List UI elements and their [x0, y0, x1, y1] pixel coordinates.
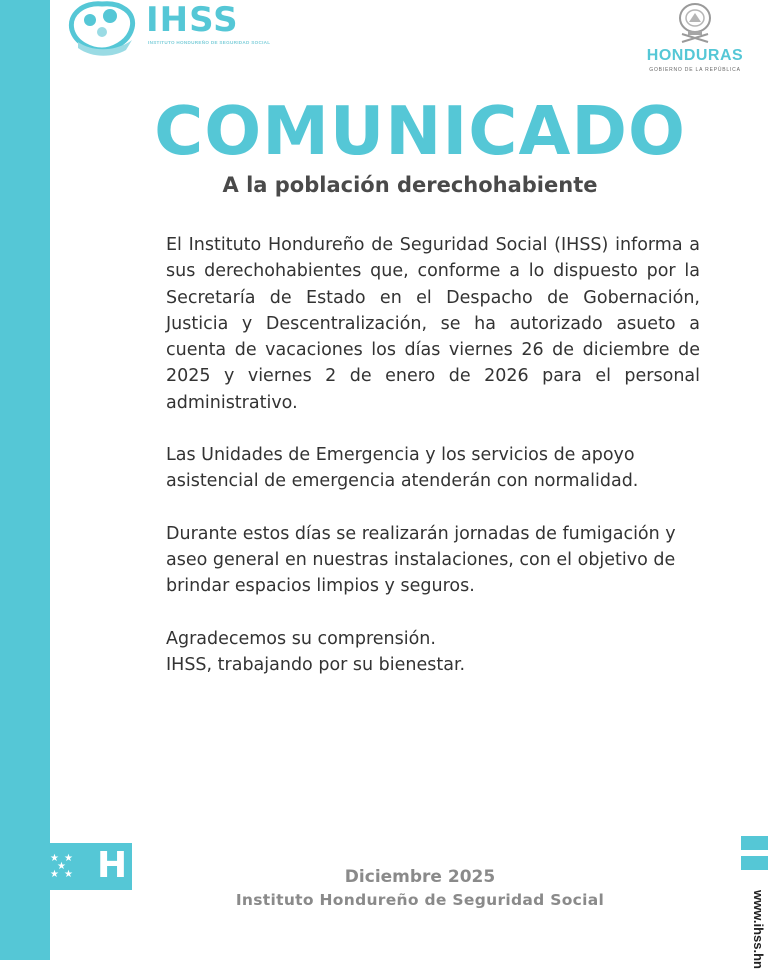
ihss-subtitle: INSTITUTO HONDUREÑO DE SEGURIDAD SOCIAL: [148, 40, 271, 45]
gov-name: HONDURAS: [646, 47, 744, 64]
ihss-name: IHSS: [146, 0, 239, 40]
honduras-coat-of-arms-icon: [674, 0, 716, 44]
honduras-government-logo: [636, 0, 754, 80]
paragraph-fumigation: Durante estos días se realizarán jornadas de fumigación y aseo general en nuestras instalaciones, con el objetivo de brindar espacios limpios y seguros.: [166, 523, 676, 597]
page-subtitle: A la población derechohabiente: [222, 173, 598, 197]
left-accent-bar: [0, 0, 50, 960]
paragraph-emergency: Las Unidades de Emergencia y los servicios de apoyo asistencial de emergencia atenderán con normalidad.: [166, 445, 639, 492]
closing-line-motto: IHSS, trabajando por su bienestar.: [166, 654, 466, 675]
ihss-logo: [66, 0, 271, 56]
right-stripe-bottom: [741, 856, 768, 870]
website-url[interactable]: www.ihss.hn: [751, 890, 766, 969]
footer-date: Diciembre 2025: [344, 867, 496, 887]
family-hands-logo-icon: [66, 0, 142, 56]
gov-subtitle: GOBIERNO DE LA REPÚBLICA: [649, 67, 741, 73]
footer-organization: Instituto Hondureño de Seguridad Social: [235, 891, 605, 909]
badge-letter: H: [97, 845, 128, 886]
closing-line-thanks: Agradecemos su comprensión.: [166, 628, 436, 649]
announcement-body: [166, 232, 700, 678]
flag-badge: ★ ★ ★ ★ ★ H: [42, 843, 132, 890]
paragraph-vacation: El Instituto Hondureño de Seguridad Social (IHSS) informa a sus derechohabientes que, conforme a lo dispuesto por la Secretaría de Estado en el Despacho de Gobernación, Justicia y Descentralización, se ha autorizado asueto a cuenta de vacaciones los días viernes 26 de diciembre de 2025 y viernes 2 de enero de 2026 para el personal administrativo.: [166, 235, 700, 413]
page-title: COMUNICADO: [154, 92, 686, 170]
right-stripe-top: [741, 836, 768, 850]
